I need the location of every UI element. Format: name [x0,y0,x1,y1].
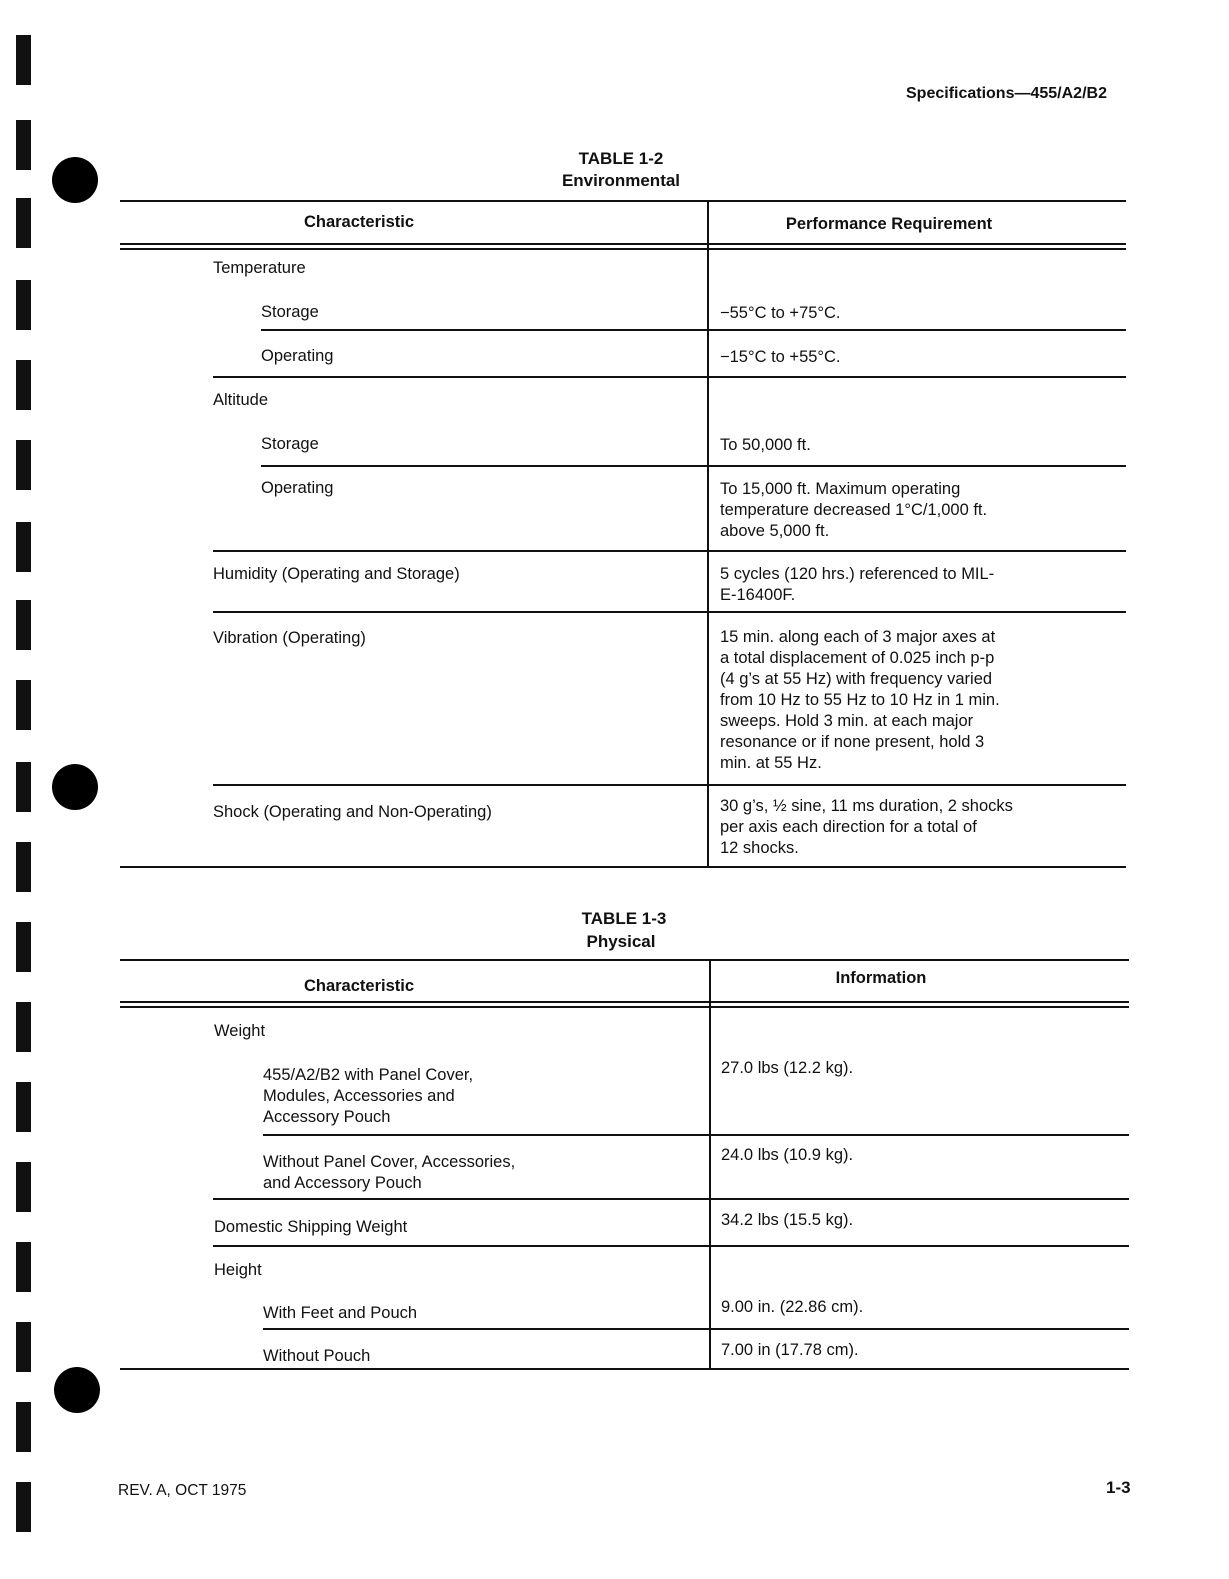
row-vibration: Vibration (Operating) [213,629,366,647]
revision-note: REV. A, OCT 1975 [118,1482,247,1499]
value-weight-full: 27.0 lbs (12.2 kg). [721,1059,854,1077]
column-header-characteristic: Characteristic [303,213,415,231]
row-height-feet: With Feet and Pouch [263,1304,418,1322]
column-header-characteristic: Characteristic [303,977,415,995]
row-humidity: Humidity (Operating and Storage) [213,565,460,583]
value-humidity: 5 cycles (120 hrs.) referenced to MIL- E-16400F. [720,565,995,604]
value-weight-without: 24.0 lbs (10.9 kg). [721,1146,854,1164]
table-1-2-subtitle: Environmental [561,171,681,190]
table-1-2-label: TABLE 1-2 [578,149,664,168]
row-weight-without: Without Panel Cover, Accessories, and Accessory Pouch [263,1153,516,1192]
value-shipping-weight: 34.2 lbs (15.5 kg). [721,1211,854,1229]
value-alt-operating: To 15,000 ft. Maximum operating temperature decreased 1°C/1,000 ft. above 5,000 ft. [720,480,988,540]
row-alt-operating: Operating [261,479,334,497]
running-title: Specifications—455/A2/B2 [906,85,1107,102]
group-height: Height [214,1261,262,1279]
group-weight: Weight [214,1022,266,1040]
table-1-3-label: TABLE 1-3 [581,909,667,928]
group-temperature: Temperature [213,259,306,277]
value-alt-storage: To 50,000 ft. [720,436,811,454]
value-temp-operating: −15°C to +55°C. [720,348,841,366]
row-height-nopouch: Without Pouch [263,1347,371,1365]
value-vibration: 15 min. along each of 3 major axes at a total displacement of 0.025 inch p-p (4 g’s at 55 Hz) with frequency varied from 10 Hz to 55 Hz to 10 Hz in 1 min. sweeps. Hold 3 min. at each major resonance or if none present, hold 3 min. at 55 Hz. [720,628,1000,772]
group-altitude: Altitude [213,391,269,409]
value-shock: 30 g’s, ½ sine, 11 ms duration, 2 shocks per axis each direction for a total of 12 shocks. [720,797,1013,857]
row-alt-storage: Storage [261,435,319,453]
row-weight-full: 455/A2/B2 with Panel Cover, Modules, Accessories and Accessory Pouch [263,1066,474,1126]
column-header-information: Information [835,969,927,987]
value-height-nopouch: 7.00 in (17.78 cm). [721,1341,859,1359]
value-temp-storage: −55°C to +75°C. [720,304,841,322]
row-shock: Shock (Operating and Non-Operating) [213,803,492,821]
row-shipping-weight: Domestic Shipping Weight [214,1218,408,1236]
row-temp-storage: Storage [261,303,319,321]
page-number: 1-3 [1106,1478,1131,1497]
column-header-performance-requirement: Performance Requirement [785,215,993,233]
row-temp-operating: Operating [261,347,334,365]
table-1-3-subtitle: Physical [586,932,656,951]
value-height-feet: 9.00 in. (22.86 cm). [721,1298,864,1316]
